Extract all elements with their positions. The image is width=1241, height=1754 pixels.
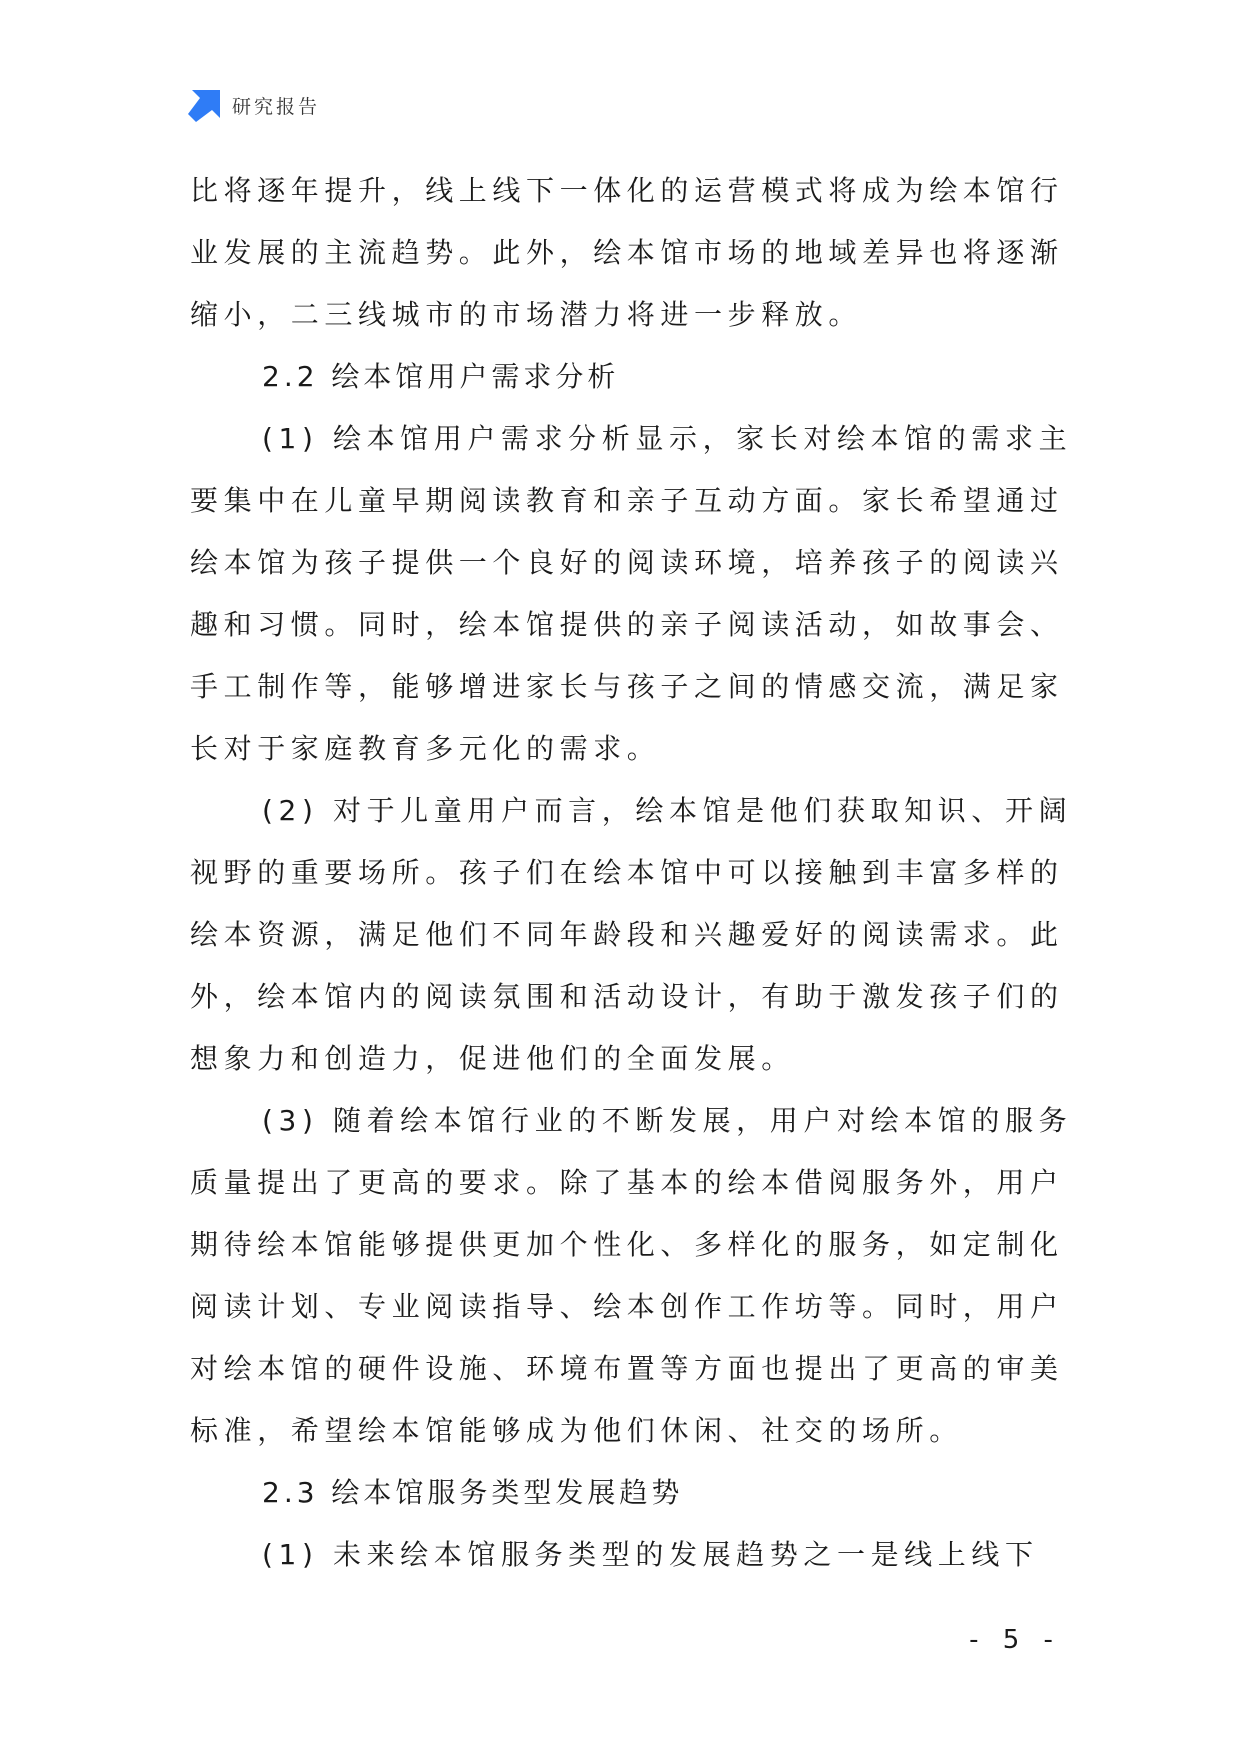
paragraph-start-line: (1) 未来绘本馆服务类型的发展趋势之一是线上线下 <box>262 1538 1039 1571</box>
body-line: 长对于家庭教育多元化的需求。 <box>190 732 661 765</box>
body-line: 外，绘本馆内的阅读氛围和活动设计，有助于激发孩子们的 <box>190 980 1064 1013</box>
body-line: 缩小，二三线城市的市场潜力将进一步释放。 <box>190 298 863 331</box>
body-line: 要集中在儿童早期阅读教育和亲子互动方面。家长希望通过 <box>190 484 1064 517</box>
paragraph-start-line: (1) 绘本馆用户需求分析显示，家长对绘本馆的需求主 <box>262 422 1073 455</box>
body-line: 阅读计划、专业阅读指导、绘本创作工作坊等。同时，用户 <box>190 1290 1064 1323</box>
report-header <box>188 88 320 122</box>
paragraph-start-line: (2) 对于儿童用户而言，绘本馆是他们获取知识、开阔 <box>262 794 1073 827</box>
paragraph-start-line: (3) 随着绘本馆行业的不断发展，用户对绘本馆的服务 <box>262 1104 1073 1137</box>
section-heading: 2.3 绘本馆服务类型发展趋势 <box>262 1476 684 1509</box>
arrow-up-right-icon <box>188 88 222 122</box>
body-line: 手工制作等，能够增进家长与孩子之间的情感交流，满足家 <box>190 670 1064 703</box>
body-line: 绘本馆为孩子提供一个良好的阅读环境，培养孩子的阅读兴 <box>190 546 1064 579</box>
header-title: 研究报告 <box>232 95 321 118</box>
body-line: 质量提出了更高的要求。除了基本的绘本借阅服务外，用户 <box>190 1166 1064 1199</box>
body-line: 想象力和创造力，促进他们的全面发展。 <box>190 1042 795 1075</box>
section-heading: 2.2 绘本馆用户需求分析 <box>262 360 620 393</box>
body-line: 对绘本馆的硬件设施、环境布置等方面也提出了更高的审美 <box>190 1352 1064 1385</box>
body-line: 绘本资源，满足他们不同年龄段和兴趣爱好的阅读需求。此 <box>190 918 1064 951</box>
page-number: - 5 - <box>969 1625 1061 1655</box>
body-line: 比将逐年提升，线上线下一体化的运营模式将成为绘本馆行 <box>190 174 1064 207</box>
body-line: 业发展的主流趋势。此外，绘本馆市场的地域差异也将逐渐 <box>190 236 1064 269</box>
body-line: 视野的重要场所。孩子们在绘本馆中可以接触到丰富多样的 <box>190 856 1064 889</box>
document-body <box>190 160 1073 1586</box>
body-line: 标准，希望绘本馆能够成为他们休闲、社交的场所。 <box>190 1414 963 1447</box>
body-line: 趣和习惯。同时，绘本馆提供的亲子阅读活动，如故事会、 <box>190 608 1064 641</box>
body-line: 期待绘本馆能够提供更加个性化、多样化的服务，如定制化 <box>190 1228 1064 1261</box>
